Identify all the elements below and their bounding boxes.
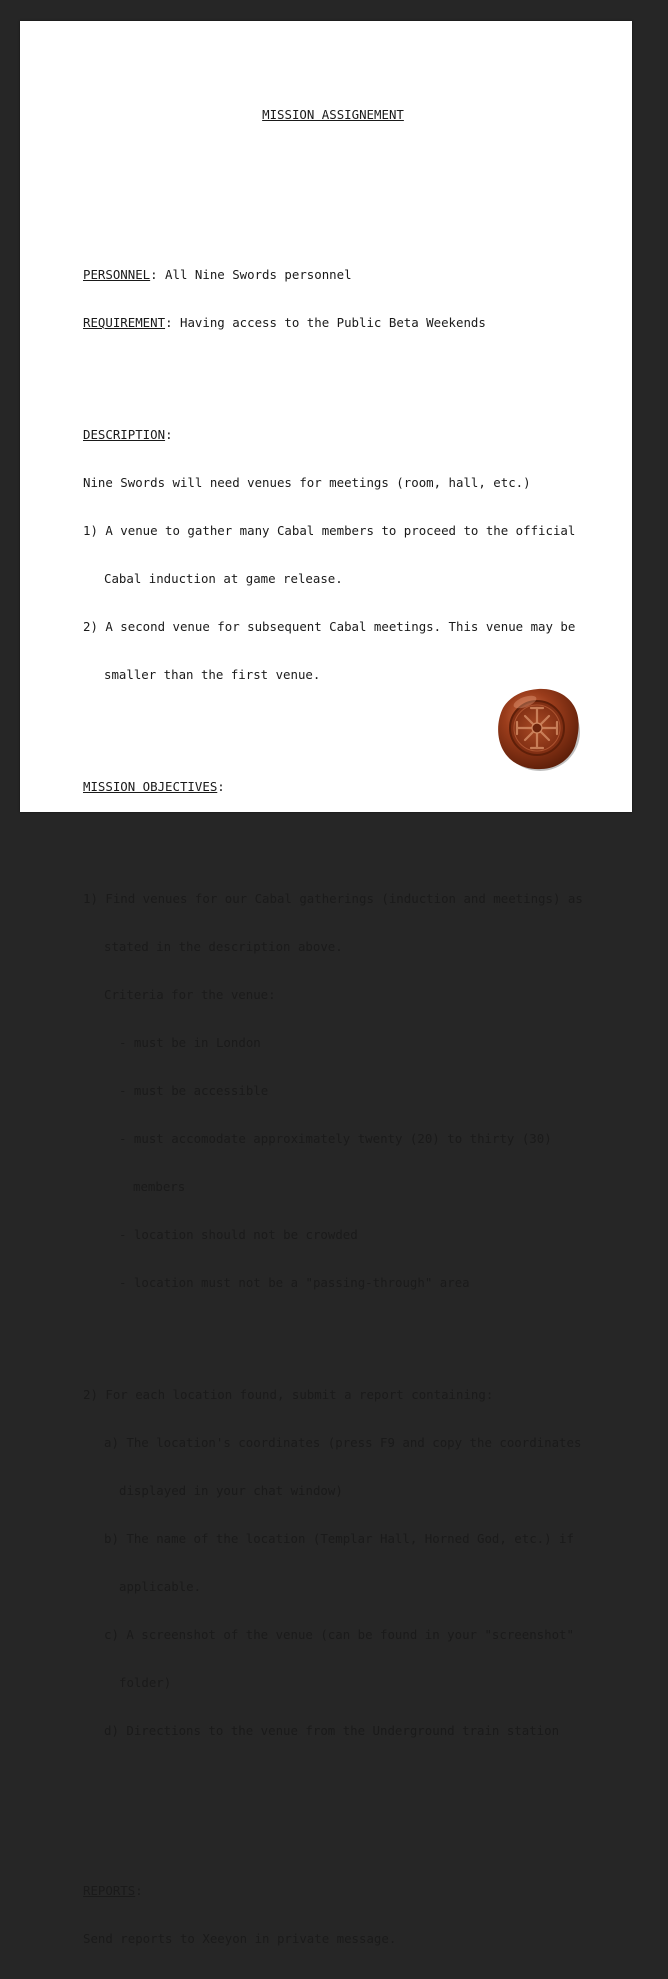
description-item-cont: smaller than the first venue. [104,667,321,682]
criteria-item: - must be accessible [119,1083,269,1098]
description-item-cont: Cabal induction at game release. [104,571,343,586]
report-item-cont: applicable. [119,1579,202,1594]
mission-title: MISSION ASSIGNEMENT [262,107,404,122]
reports-heading [83,1883,603,1899]
requirement-label: REQUIREMENT [83,315,166,330]
requirement-line [83,315,603,331]
personnel-value: : All Nine Swords personnel [150,267,352,282]
report-item: a) The location's coordinates (press F9 and copy the coordinates [104,1435,582,1450]
description-heading [83,427,603,443]
description-intro: Nine Swords will need venues for meetings (room, hall, etc.) [83,475,531,490]
description-label: DESCRIPTION [83,427,166,442]
report-item-cont: folder) [119,1675,172,1690]
reports-suffix: : [135,1883,143,1898]
wax-seal-icon [495,686,581,772]
objectives-label: MISSION OBJECTIVES [83,779,218,794]
description-item: 2) A second venue for subsequent Cabal meetings. This venue may be [83,619,576,634]
description-suffix: : [165,427,173,442]
document-page [20,21,632,1946]
personnel-line [83,267,603,283]
criteria-item: - must be in London [119,1035,261,1050]
reports-text: Send reports to Xeeyon in private message. [83,1931,397,1946]
report-item: b) The name of the location (Templar Hall, Horned God, etc.) if [104,1531,574,1546]
personnel-label: PERSONNEL [83,267,151,282]
description-item: 1) A venue to gather many Cabal members to proceed to the official [83,523,576,538]
objectives-heading [83,779,603,795]
objective-1-cont: stated in the description above. [104,939,343,954]
reports-label: REPORTS [83,1883,136,1898]
objectives-suffix: : [217,779,225,794]
report-item-cont: displayed in your chat window) [119,1483,343,1498]
objective-1: 1) Find venues for our Cabal gatherings (induction and meetings) as [83,891,583,906]
mission-document [83,75,603,1979]
criteria-item-cont: members [133,1179,186,1194]
criteria-item: - location must not be a "passing-through" area [119,1275,470,1290]
objective-2: 2) For each location found, submit a report containing: [83,1387,494,1402]
criteria-item: - must accomodate approximately twenty (20) to thirty (30) [119,1131,552,1146]
criteria-item: - location should not be crowded [119,1227,358,1242]
report-item: c) A screenshot of the venue (can be found in your "screenshot" [104,1627,574,1642]
requirement-value: : Having access to the Public Beta Weekends [165,315,486,330]
criteria-label: Criteria for the venue: [104,987,276,1002]
report-item: d) Directions to the venue from the Underground train station [104,1723,560,1738]
